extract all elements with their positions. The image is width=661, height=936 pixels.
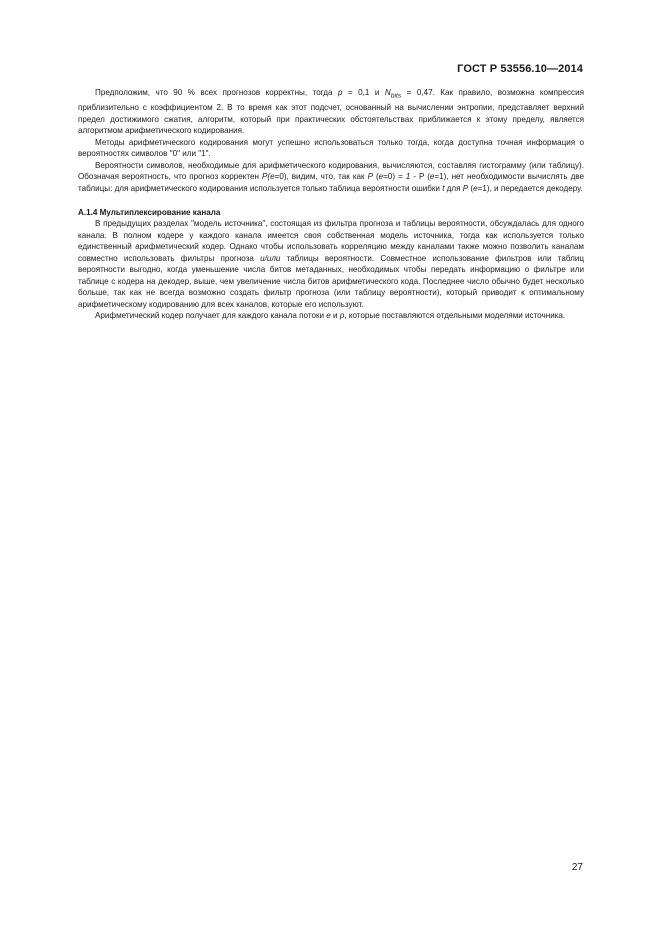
paragraph-arithmetic-coder-streams: Арифметический кодер получает для каждого канала потоки e и p, которые поставляются отдельными моделями источника.	[95, 311, 566, 321]
paragraph-channel-multiplexing: В предыдущих разделах "модель источника", состоящая из фильтра прогноза и таблицы вероятности, обсуждалась для одного канала. В полном кодере у каждого канала имеется своя собственная модель источника, тогда как используется только единственный арифметический кодер. Однако чтобы использовать корреляцию между каналами также можно позволить каналам совместно использовать фильтры прогноза и/или таблицы вероятности. Совместное использование фильтров или таблиц вероятности выгодно, когда уменьшение числа битов метаданных, необходимых чтобы передать информацию о фильтре или таблице с кодера на декодер, выше, чем увеличение числа битов арифметического кода. Последнее число обычно будет несколько больше, так как не всегда возможно создать фильтр прогноза (или таблицу вероятности), который приводит к оптимальному арифметическому кодированию для всех каналов, которые его используют.	[78, 219, 584, 309]
paragraph-arithmetic-methods: Методы арифметического кодирования могут успешно использоваться только тогда, когда доступна точная информация о вероятностях символов "0" или "1".	[78, 137, 584, 159]
page-number: 27	[571, 862, 583, 873]
paragraph-symbol-probabilities: Вероятности символов, необходимые для арифметического кодирования, вычисляются, составляя гистограмму (или таблицу). Обозначая вероятность, что прогноз корректен P(e=0), видим, что, так как P (e=0) = 1 - P (e=1), нет необходимости вычислять две таблицы: для арифметического кодирования используется только таблица вероятности ошибки t для P (e=1), и передается декодеру.	[78, 160, 584, 193]
document-body	[78, 87, 584, 322]
document-standard-header: ГОСТ Р 53556.10—2014	[457, 63, 583, 75]
paragraph-prediction-accuracy: Предположим, что 90 % всех прогнозов корректны, тогда p = 0,1 и $N_{bits} = 0,47$. Как правило, возможна компрессия приблизительно с коэффициентом 2. В то время как этот подсчет, основанный на вычислении энтропии, представляет верхний предел достижимого сжатия, алгоритм, который при практических обстоятельствах приближается к этому пределу, является алгоритмом арифметического кодирования.	[78, 88, 584, 136]
section-heading-channel-multiplexing: А.1.4 Мультиплексирование канала	[78, 207, 221, 217]
